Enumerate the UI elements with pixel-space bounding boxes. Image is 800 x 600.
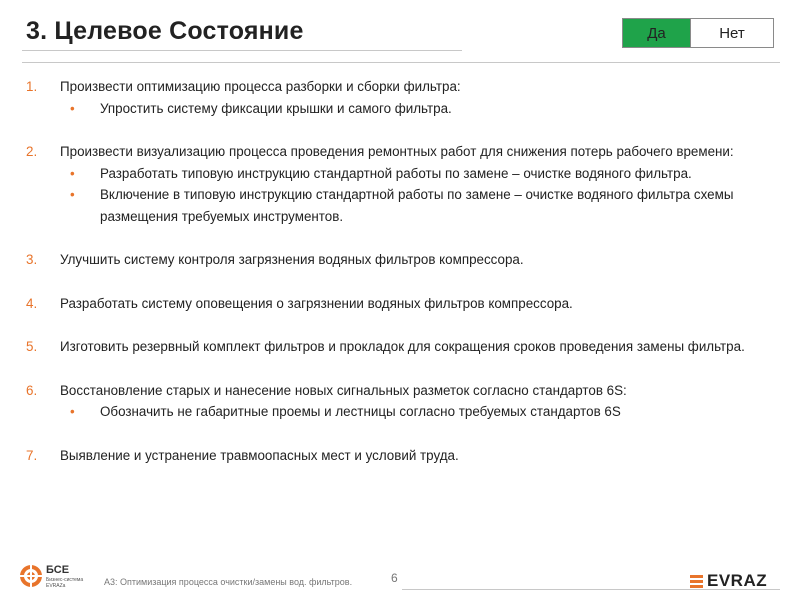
toggle-no-button[interactable]: Нет [691,19,773,47]
item-text: Произвести визуализацию процесса проведения ремонтных работ для снижения потерь рабочего времени: [60,144,734,159]
list-item [26,445,766,467]
item-number: 3. [26,252,38,267]
toggle-yes-button[interactable]: Да [623,19,691,47]
item-text: Восстановление старых и нанесение новых сигнальных разметок согласно стандартов 6S: [60,382,627,398]
list-item [26,249,766,271]
sub-bullet: • Обозначить не габаритные проемы и лестницы согласно требуемых стандартов 6S [26,401,766,423]
yes-no-toggle [622,18,774,48]
list-item [26,380,766,423]
sub-bullet: • Разработать типовую инструкцию стандартной работы по замене – очистке водяного фильтра. [26,163,766,185]
brand-sub-line: Бизнес-система [46,577,84,583]
footer-brand: БСЕ [46,564,70,576]
sub-bullet: • Включение в типовую инструкцию стандартной работы по замене – очистке водяного фильтра схемы размещения требуемых инструментов. [26,184,766,227]
evraz-logo-text: EVRAZ [707,571,768,590]
list-item [26,336,766,358]
item-text: Произвести оптимизацию процесса разборки и сборки фильтра: [60,79,461,94]
item-number: 2. [26,144,38,159]
target-state-list [26,76,766,466]
brand-sub-line: EVRAZa [46,583,66,589]
header-divider [22,62,780,63]
item-text: Выявление и устранение травмоопасных мест и условий труда. [60,447,459,463]
list-item [26,76,766,119]
bse-logo-icon [19,564,43,588]
evraz-logo-icon [690,575,703,588]
item-text: Улучшить систему контроля загрязнения водяных фильтров компрессора. [60,252,524,267]
item-number: 1. [26,79,38,94]
item-number: 4. [26,295,38,311]
list-item [26,141,766,227]
title-divider [22,50,462,51]
list-item [26,293,766,315]
footer-doc-title: А3: Оптимизация процесса очистки/замены вод. фильтров. [104,577,353,587]
item-text: Разработать систему оповещения о загрязнении водяных фильтров компрессора. [60,295,573,311]
item-number: 5. [26,339,38,354]
page-title: 3. Целевое Состояние [26,17,304,45]
item-text: Изготовить резервный комплект фильтров и прокладок для сокращения сроков проведения замены фильтра. [60,339,745,354]
item-number: 7. [26,447,38,463]
page-number: 6 [391,571,398,585]
sub-bullet: • Упростить систему фиксации крышки и самого фильтра. [26,98,766,120]
item-number: 6. [26,382,38,398]
footer-brand-subtitle [46,577,83,589]
